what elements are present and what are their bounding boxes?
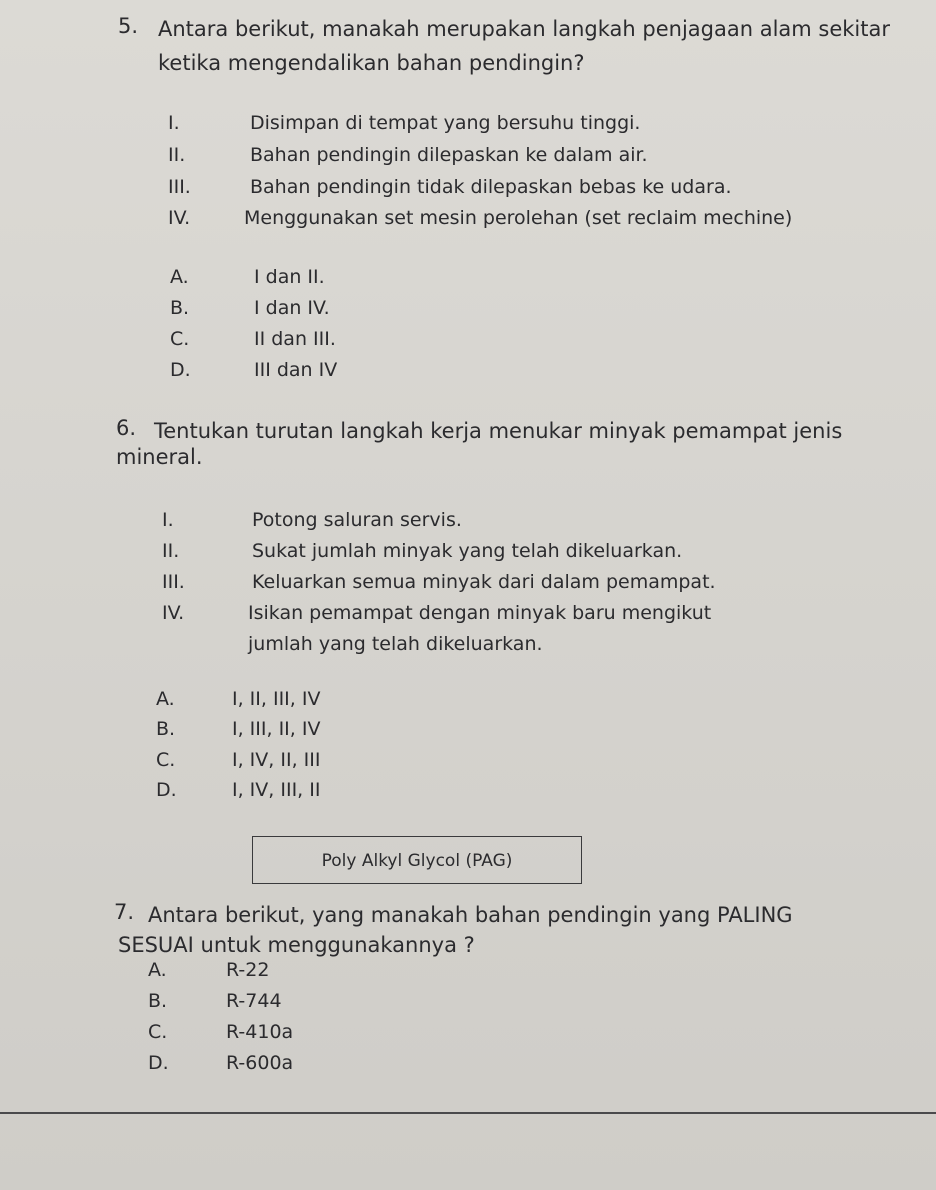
option-text: II dan III. (254, 328, 336, 350)
option-text: I, IV, II, III (232, 749, 321, 771)
statement-label: IV. (168, 207, 191, 229)
q7-stem-line2: SESUAI untuk menggunakannya ? (118, 933, 475, 957)
option-text: R-22 (226, 959, 270, 981)
statement-text: Sukat jumlah minyak yang telah dikeluarkan. (252, 540, 683, 562)
q6-statement-4-continued: jumlah yang telah dikeluarkan. (248, 633, 543, 655)
option-text: I, II, III, IV (232, 688, 321, 710)
option-label: A. (156, 688, 175, 710)
option-text: R-600a (226, 1052, 294, 1074)
option-label: D. (148, 1052, 169, 1074)
statement-text: Isikan pemampat dengan minyak baru mengikut (248, 602, 712, 624)
option-text: I, IV, III, II (232, 779, 321, 801)
option-text: I, III, II, IV (232, 718, 321, 740)
statement-text: Potong saluran servis. (252, 509, 462, 531)
option-label: C. (170, 328, 190, 350)
option-label: B. (156, 718, 176, 740)
q7-stem-line1: Antara berikut, yang manakah bahan pendingin yang PALING (148, 903, 793, 927)
q5-number: 5. (118, 14, 139, 38)
option-label: C. (156, 749, 176, 771)
q6-stem-line2: mineral. (116, 445, 203, 469)
q5-stem-line2: ketika mengendalikan bahan pendingin? (158, 51, 585, 75)
option-label: D. (156, 779, 177, 801)
option-text: III dan IV (254, 359, 338, 381)
statement-text: Bahan pendingin dilepaskan ke dalam air. (250, 144, 648, 166)
statement-text: Bahan pendingin tidak dilepaskan bebas ke udara. (250, 176, 732, 198)
statement-label: III. (162, 571, 185, 593)
option-label: B. (170, 297, 190, 319)
statement-label: II. (162, 540, 180, 562)
q6-number: 6. (116, 416, 137, 440)
statement-text: Disimpan di tempat yang bersuhu tinggi. (250, 112, 641, 134)
option-label: C. (148, 1021, 168, 1043)
option-text: I dan II. (254, 266, 325, 288)
q6-stem-line1: Tentukan turutan langkah kerja menukar minyak pemampat jenis (154, 419, 843, 443)
statement-label: I. (168, 112, 180, 134)
statement-label: I. (162, 509, 174, 531)
option-text: R-410a (226, 1021, 294, 1043)
statement-label: II. (168, 144, 186, 166)
statement-text: Keluarkan semua minyak dari dalam pemampat. (252, 571, 716, 593)
option-text: R-744 (226, 990, 282, 1012)
option-label: A. (170, 266, 189, 288)
statement-text: Menggunakan set mesin perolehan (set reclaim mechine) (244, 207, 793, 229)
bottom-divider (0, 1112, 936, 1114)
pag-info-box: Poly Alkyl Glycol (PAG) (252, 836, 582, 884)
q7-number: 7. (114, 900, 135, 924)
q5-stem-line1: Antara berikut, manakah merupakan langkah penjagaan alam sekitar (158, 17, 890, 41)
option-text: I dan IV. (254, 297, 330, 319)
option-label: B. (148, 990, 168, 1012)
statement-label: III. (168, 176, 191, 198)
statement-label: IV. (162, 602, 185, 624)
option-label: A. (148, 959, 167, 981)
option-label: D. (170, 359, 191, 381)
